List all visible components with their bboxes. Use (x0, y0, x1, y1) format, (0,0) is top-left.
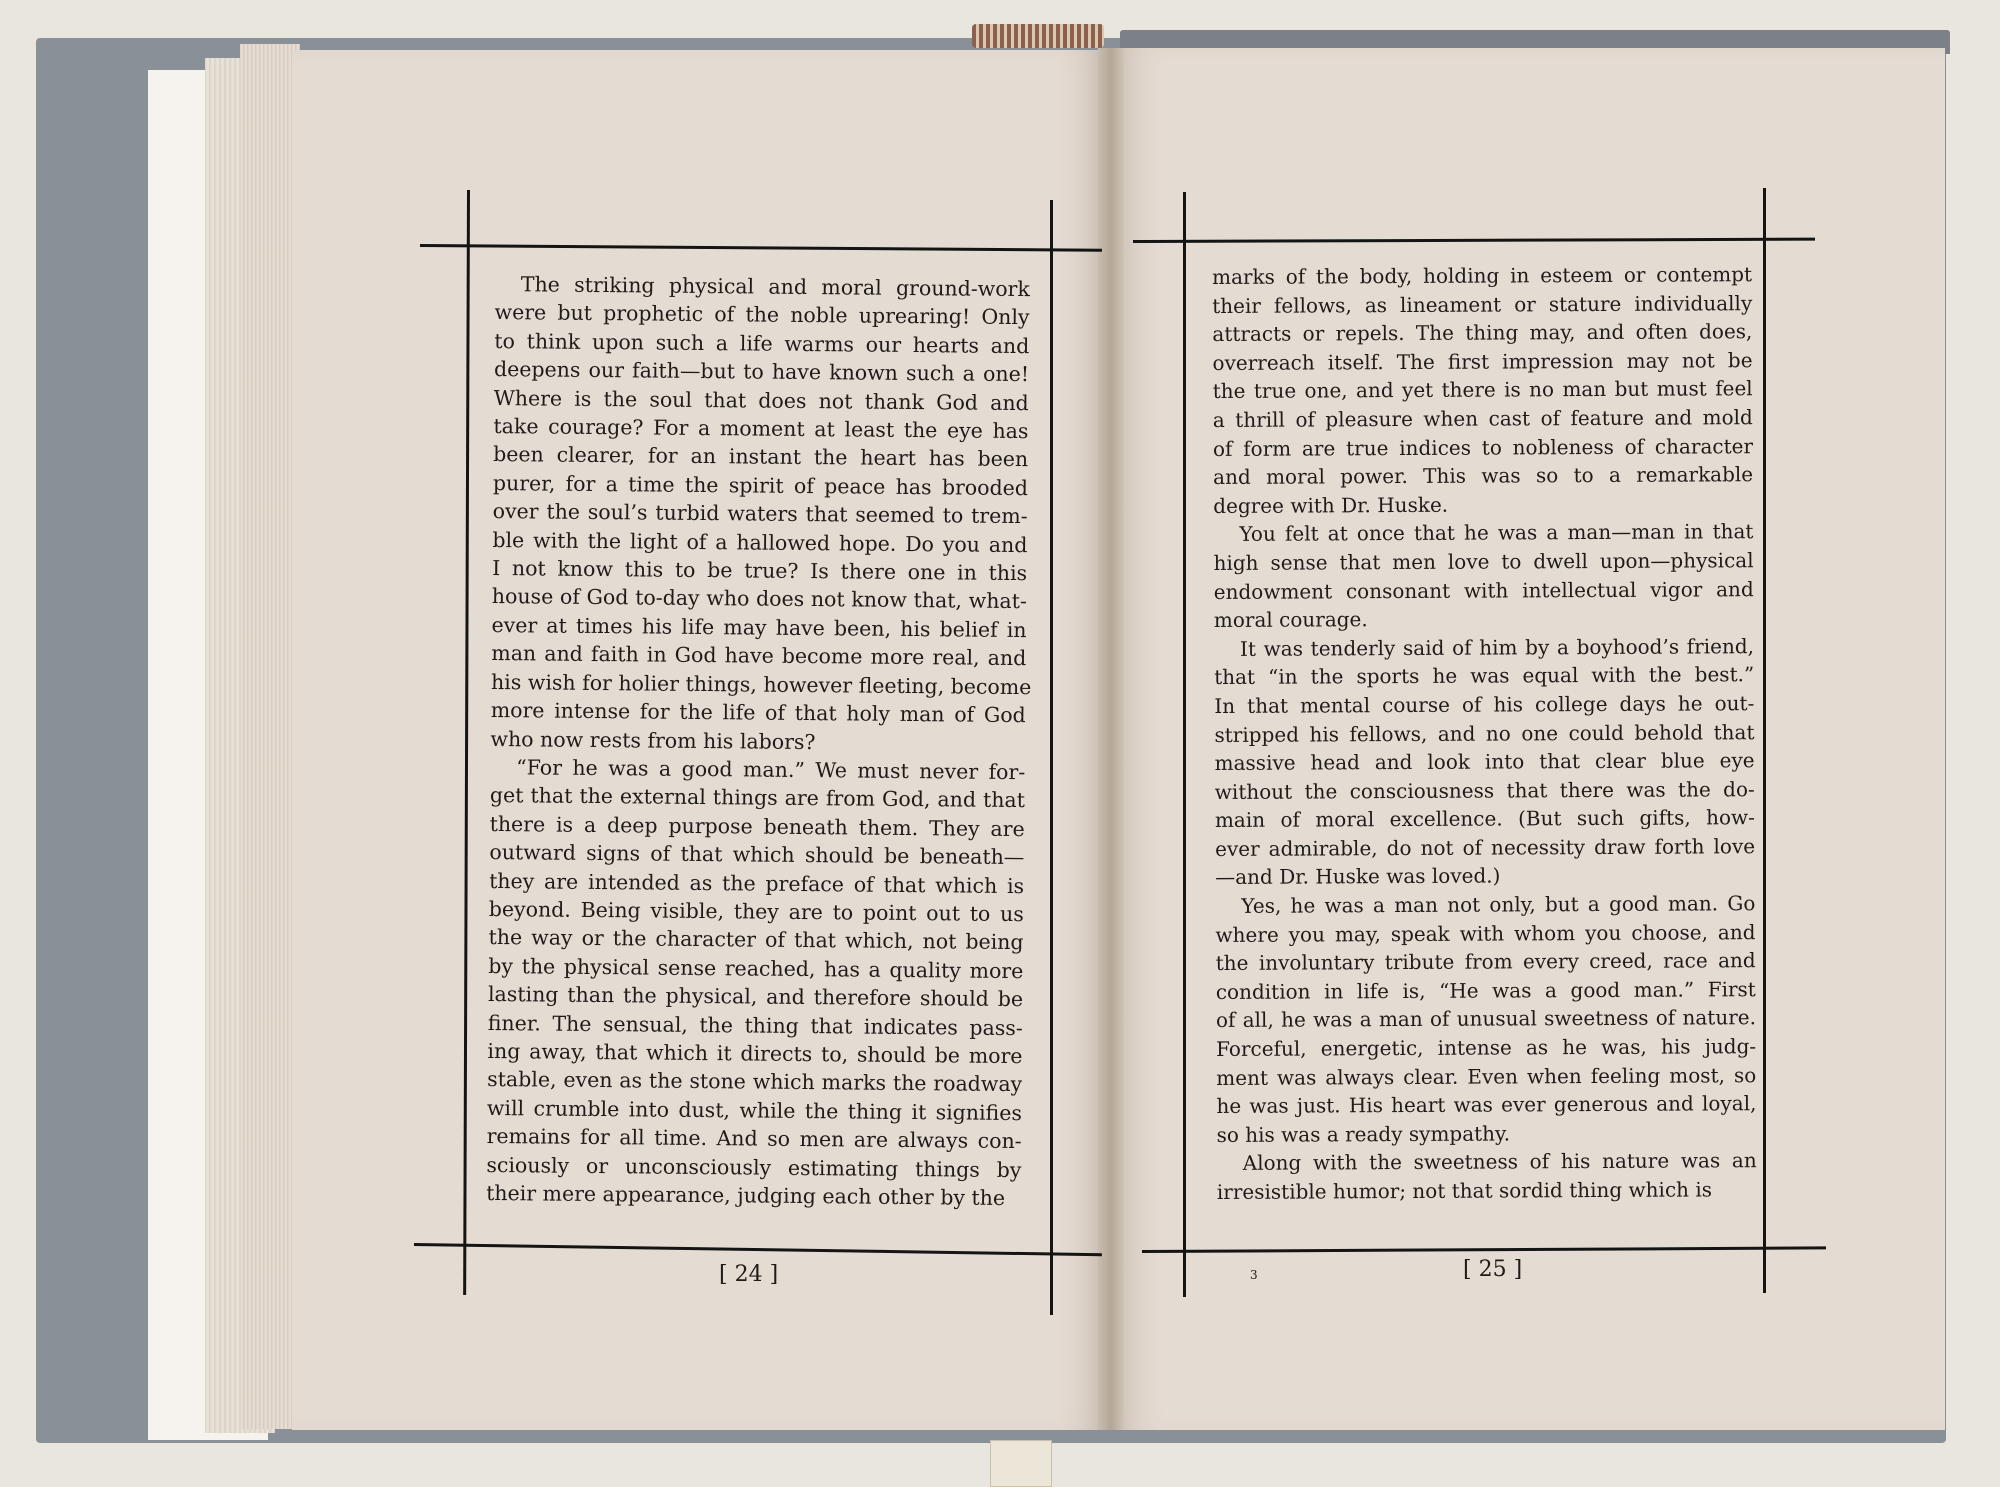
text-line: outward signs of that which should be beneath— (489, 840, 1025, 870)
paragraph (1212, 260, 1753, 520)
text-line: I not know this to be true? Is there one in this (492, 556, 1028, 586)
text-line: his wish for holier things, however fleeting, become (490, 669, 1032, 699)
text-line: endowment consonant with intellectual vigor and (1213, 576, 1754, 604)
right-page-number: [ 25 ] (1463, 1257, 1523, 1282)
text-line: to think upon such a life warms our hearts and (494, 328, 1030, 358)
text-line: a thrill of pleasure when cast of feature and mold (1212, 405, 1753, 432)
text-line: of all, he was a man of unusual sweetness of nature. (1215, 1005, 1757, 1033)
text-line: they are intended as the preface of that which is (489, 868, 1025, 898)
text-line: were but prophetic of the noble uprearing! Only (494, 300, 1030, 330)
text-line: overreach itself. The first impression may not be (1212, 347, 1753, 375)
text-line: sciously or unconsciously estimating things by (486, 1152, 1022, 1182)
left-page-text (486, 270, 1030, 1212)
text-line: purer, for a time the spirit of peace has brooded (492, 470, 1029, 500)
bookmark-ribbon (990, 1440, 1052, 1487)
text-line: You felt at once that he was a man—man in that (1239, 519, 1754, 547)
text-line: remains for all time. And so men are always con- (486, 1124, 1022, 1154)
text-line: massive head and look into that clear blue eye (1214, 748, 1755, 776)
text-line: man and faith in God have become more real, and (491, 641, 1027, 671)
text-line: take courage? For a moment at least the eye has (493, 414, 1029, 444)
text-line: moral courage. (1213, 607, 1368, 633)
text-line: ever at times his life may have been, his belief in (491, 612, 1027, 642)
text-line: over the soul’s turbid waters that seemed to trem- (492, 499, 1028, 529)
page-block-edge-inner (240, 44, 300, 1429)
text-line: irresistible humor; not that sordid thing which is (1216, 1177, 1713, 1204)
text-line: Along with the sweetness of his nature was an (1242, 1148, 1757, 1176)
text-line: ment was always clear. Even when feeling most, so (1216, 1062, 1757, 1090)
text-line: ble with the light of a hallowed hope. Do you and (492, 527, 1028, 557)
text-line: by the physical sense reached, has a quality more (488, 953, 1024, 983)
text-line: the true one, and yet there is no man but must feel (1212, 376, 1753, 404)
text-line: attracts or repels. The thing may, and often does, (1212, 319, 1753, 347)
text-line: deepens our faith—but to have known such a one! (493, 357, 1030, 387)
text-line: —and Dr. Huske was loved.) (1215, 863, 1501, 890)
text-line: the way or the character of that which, not being (488, 925, 1024, 955)
text-line: stripped his fellows, and no one could behold that (1214, 719, 1755, 747)
text-line: where you may, speak with whom you choose, and (1215, 919, 1756, 947)
text-line: finer. The sensual, the thing that indicates pass- (487, 1010, 1023, 1040)
text-line: condition in life is, “He was a good man.” First (1215, 977, 1756, 1004)
text-line: house of God to-day who does not know that, what- (491, 584, 1027, 614)
paragraph (1213, 518, 1754, 635)
text-line: without the consciousness that there was the do- (1214, 776, 1755, 804)
text-line: Where is the soul that does not thank God and (493, 385, 1029, 415)
text-line: been clearer, for an instant the heart has been (493, 442, 1029, 472)
text-line: high sense that men love to dwell upon—physical (1213, 548, 1754, 575)
right-page-text (1212, 260, 1757, 1206)
text-line: marks of the body, holding in esteem or contempt (1212, 262, 1753, 289)
headband (972, 24, 1104, 48)
text-line: ever admirable, do not of necessity draw forth love (1215, 834, 1756, 861)
text-line: degree with Dr. Huske. (1213, 492, 1449, 518)
text-line: there is a deep purpose beneath them. They are (489, 811, 1025, 841)
right-left-rule (1183, 192, 1186, 1297)
text-line: their mere appearance, judging each other by the (486, 1180, 1006, 1210)
text-line: ing away, that which it directs to, should be more (487, 1038, 1023, 1069)
text-line: Yes, he was a man not only, but a good man. Go (1241, 891, 1756, 918)
paragraph (1214, 632, 1755, 892)
signature-mark: 3 (1250, 1268, 1258, 1282)
text-line: that “in the sports he was equal with the best.” (1214, 662, 1755, 690)
text-line: will crumble into dust, while the thing it signifies (486, 1095, 1023, 1125)
text-line: of form are true indices to nobleness of character (1212, 433, 1754, 461)
text-line: main of moral excellence. (But such gifts, how- (1214, 805, 1755, 833)
right-right-rule (1763, 188, 1766, 1293)
text-line: “For he was a good man.” We must never for- (516, 755, 1026, 785)
text-line: and moral power. This was so to a remarkable (1213, 462, 1754, 490)
paragraph (486, 753, 1025, 1213)
gutter-fold (1098, 48, 1124, 1430)
text-line: It was tenderly said of him by a boyhood’s friend, (1239, 633, 1755, 661)
text-line: the involuntary tribute from every creed, race and (1215, 948, 1756, 976)
paragraph (1215, 889, 1756, 1149)
text-line: their fellows, as lineament or stature individually (1212, 290, 1753, 318)
text-line: so his was a ready sympathy. (1216, 1121, 1511, 1147)
text-line: more intense for the life of that holy man of God (490, 698, 1026, 728)
text-line: The striking physical and moral ground-work (520, 272, 1030, 302)
paragraph (490, 270, 1030, 758)
text-line: he was just. His heart was ever generous and loyal, (1216, 1091, 1757, 1119)
paragraph (1217, 1147, 1757, 1207)
text-line: In that mental course of his college days he out- (1214, 691, 1755, 718)
left-right-rule (1050, 200, 1053, 1315)
text-line: who now rests from his labors? (490, 726, 816, 754)
text-line: Forceful, energetic, intense as he was, his judg- (1216, 1034, 1757, 1062)
text-line: lasting than the physical, and therefore should be (487, 982, 1024, 1012)
text-line: stable, even as the stone which marks the roadway (487, 1067, 1023, 1097)
left-page-number: [ 24 ] (719, 1262, 779, 1287)
text-line: beyond. Being visible, they are to point out to us (488, 896, 1024, 927)
text-line: get that the external things are from God, and that (489, 783, 1026, 813)
